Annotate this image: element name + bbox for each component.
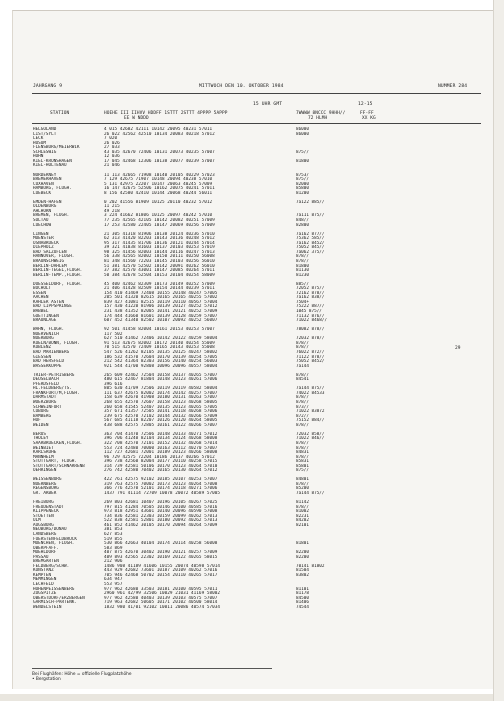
observation-values: 276 742 42580 70402 10165 20130 40264 57012 (104, 468, 218, 474)
data-column-header: HOEHE III IIHVV HDDFF 1STTT 2STTT 4PPPP 5APPP (104, 111, 228, 116)
weather-code: 81178 (296, 591, 309, 597)
weather-code: 74022 84533 (296, 390, 325, 396)
weather-code: 7a144 (296, 363, 309, 369)
station-name: MEMMINGEN (33, 577, 57, 583)
station-name: BAD SALZUFLEN (33, 249, 67, 255)
station-name: KOBLENZ (33, 345, 52, 351)
station-name: REGENSBURG (33, 486, 59, 492)
observation-values: 157 430 41220 81906 10139 20127 40252 57012 (104, 304, 218, 310)
station-name: OLDENBURG (33, 204, 57, 210)
observation-values: 519 855 (104, 536, 123, 542)
station-name: EMDEN-HAFEN (33, 199, 62, 205)
observation-values: 11 113 42665 71908 10140 20105 40229 57023 (104, 172, 215, 178)
scan-bottom-stripe (0, 694, 504, 701)
observation-values: 567 685 41118 82207 10126 20120 40264 58005 (104, 418, 218, 424)
data-column-subheader: EE W NDDD (124, 116, 149, 121)
station-name: LINGEN (33, 231, 49, 237)
observation-values: 260 658 41545 52407 10135 20123 40265 57005 (104, 404, 218, 410)
station-name: ESSEN (33, 290, 46, 296)
observation-values: 37 382 42570 43001 10147 20085 40264 57011 (104, 268, 215, 274)
station-name: KIEL-HOLTENAU (33, 163, 67, 169)
weather-code: 84831 (296, 450, 309, 456)
weather-code: 7a162 838// (296, 295, 325, 301)
observation-values: 16 147 42675 52506 10162 20075 40241 57011 (104, 186, 215, 192)
station-name: MUENSTER (33, 236, 54, 242)
observation-values: 112 727 42681 72001 10189 20123 40266 58008 (104, 450, 218, 456)
observation-values: 3 224 41662 81806 10125 20097 40242 57010 (104, 213, 213, 219)
observation-values: 734 836 42581 22303 10159 20099 40262 57013 (104, 513, 218, 519)
station-name: DARMSTADT (33, 395, 57, 401)
weather-code: 71122 878// (296, 354, 325, 360)
station-name: NUERNBERG (33, 481, 57, 487)
station-name: SAARBRUECKEN,FLUGH. (33, 440, 83, 446)
station-column-header: STATION (50, 111, 70, 116)
volume-label: JAHRGANG 9 (33, 84, 63, 89)
header-rule (32, 93, 481, 94)
observation-values: 7 020 (104, 136, 118, 142)
observation-values: 705 946 42468 50702 10154 20110 40265 57017 (104, 572, 218, 578)
station-name: BERLIN-DAHLEM (33, 263, 67, 269)
observation-values: 553 724 42480 70000 10163 20112 40270 57007 (104, 445, 218, 451)
observation-values: 51 381 42570 52502 10142 20091 40262 56010 (104, 263, 215, 269)
observation-values: 49 218 (104, 208, 120, 214)
station-name: WENDELSTEIN (33, 604, 62, 610)
station-name: MANNHEIM (33, 454, 54, 460)
station-name: WUERZBURG (33, 400, 57, 405)
station-name: HL.FELDBERG/TS. (33, 386, 72, 392)
weather-code: 7a062 375// (296, 249, 325, 255)
observation-values: 27 033 (104, 145, 120, 151)
observation-values: 7 129 42675 71907 10148 20094 40238 57010 (104, 177, 213, 183)
station-name: NOERVENICH (33, 331, 59, 337)
observation-values: 11 215 (104, 204, 120, 210)
station-name: SCHWEINFURT (33, 404, 62, 410)
station-name: ULM (33, 518, 41, 524)
station-name: OBERSTDORF/ERZBERGEN (33, 595, 85, 601)
weather-code: 875// (296, 177, 309, 183)
station-name: COBURG (33, 409, 49, 415)
weather-code: 71022 846// (296, 436, 325, 442)
observation-values: 627 510 41462 72406 10142 20122 40259 58004 (104, 336, 218, 342)
station-name: HOHN (33, 154, 44, 160)
observation-values: 461 852 41462 30105 10170 20094 40264 57009 (104, 522, 218, 528)
station-name: KONSTANZ (33, 568, 54, 574)
observation-values: 977 962 42580 40403 10139 20103 40575 57007 (104, 595, 218, 601)
observation-values: 98 325 41456 82003 10144 20116 40247 57013 (104, 249, 215, 255)
weather-code: 878// (296, 481, 309, 487)
weather-code: 878// (296, 504, 309, 510)
wind-column-subheader: XX KG (362, 116, 376, 121)
weather-code: 74544 (296, 604, 309, 610)
weather-code: 81130 (296, 268, 309, 274)
observation-values: 1832 980 41/01 92102 10011 20086 40574 57034 (104, 604, 221, 610)
weather-code: 85200 (296, 486, 309, 492)
observation-values: 212 906 (104, 559, 123, 565)
observation-values: 1486 908 41189 41606 10155 20074 40598 57014 (104, 563, 221, 569)
station-name: BAD MARIENBERG (33, 349, 70, 355)
observation-values: 265 609 42462 72504 10158 20137 40265 57007 (104, 372, 218, 378)
station-name: FELDBERG/SCHW. (33, 563, 70, 569)
station-name: BERLIN-TEMP.,FLUGH. (33, 272, 83, 278)
weather-code: 1045 875// (296, 309, 322, 314)
observation-values: 111 637 42675 82002 10174 20142 40257 57007 (104, 390, 218, 396)
station-name: SCHLESWIG (33, 149, 57, 155)
weather-code: 75052 845// (296, 245, 325, 251)
observation-values: 77 235 42565 42105 10142 20082 40251 57009 (104, 218, 215, 223)
observation-values: 56 338 42565 82002 10150 20111 40250 56008 (104, 254, 215, 260)
station-name: LANDSBERG (33, 531, 57, 537)
station-name: HAMBURG, FLUGH. (33, 186, 72, 192)
weather-code: 83802 (296, 572, 309, 578)
station-name: SOLTAU (33, 218, 49, 223)
station-name: BRAUNLAGE (33, 318, 57, 324)
station-name: KLIPPENECK (33, 509, 59, 515)
observation-values: 921 544 41/00 92808 10096 20096 40557 58004 (104, 363, 218, 369)
weather-code: 878// (296, 454, 309, 460)
station-name: FLENSBURG/MEIERWIK (33, 145, 80, 151)
observation-values: 154 410 41469 72408 10155 20148 40247 57005 (104, 290, 218, 296)
observation-values: 1437 791 41114 72709 10078 20072 40589 57005 (104, 491, 221, 496)
station-name: BERUS (33, 431, 46, 437)
station-name: FREIBURG (33, 500, 54, 506)
observation-values: 205 501 41320 82615 10165 20165 40255 57002 (104, 295, 218, 301)
weather-code: 81504 (296, 568, 309, 574)
observation-values: 322 708 42570 72101 10152 20132 40268 57014 (104, 440, 218, 446)
weather-code: 71132 876// (296, 313, 325, 319)
weather-code: 81101 (296, 586, 309, 592)
station-name: KIEL-KRONSHAGEN (33, 158, 72, 164)
station-name: AACHEN (33, 295, 49, 301)
observation-values: 158 639 42670 41908 10180 20131 40263 57007 (104, 395, 218, 401)
station-name: KOELN/BONN, FLUGH. (33, 340, 80, 346)
observation-values: 81 348 41560 72203 10145 20103 40256 56010 (104, 258, 215, 264)
weather-code: 878// (296, 345, 309, 351)
station-name: BAD HERSFELD (33, 359, 65, 365)
station-name: BAMBERG (33, 413, 52, 419)
date-heading: MITTWOCH DEN 10. OKTOBER 1984 (199, 84, 284, 89)
station-name: AHLHORN (33, 208, 52, 214)
station-name: DEUSELBACH (33, 377, 59, 383)
station-name: WEINBIET (33, 445, 54, 451)
observation-values: 21 305 41318 81906 10138 20124 40236 57010 (104, 231, 215, 237)
weather-code: 72032 858// (296, 431, 325, 437)
weather-code: 82800 (296, 222, 309, 228)
station-name: STOETTEN (33, 513, 54, 519)
station-name: KARLSRUHE (33, 450, 57, 456)
observation-values: 4 015 42682 42111 10142 20095 40231 57011 (104, 127, 213, 132)
station-name: CUXHAVEN (33, 181, 54, 187)
observation-values: 70 515 42570 72409 10165 20143 40253 55008 (104, 345, 215, 351)
observation-values: 409 893 42565 22302 10169 20122 40265 58015 (104, 554, 218, 560)
weather-code: 81230 (296, 272, 309, 278)
weather-code: 7a122 885// (296, 199, 325, 205)
weather-code: 878// (296, 400, 309, 405)
observation-values: 12 036 (104, 154, 120, 160)
observation-values: 2960 961 42/99 32506 10029 21031 41169 58002 (104, 591, 221, 597)
observation-values: 547 526 41262 82105 10135 20125 40247 58002 (104, 349, 218, 355)
weather-code: 872// (296, 413, 309, 419)
observation-values: 17 045 42468 12306 10138 20077 40239 57007 (104, 158, 215, 164)
station-name: OSNABRUECK (33, 240, 59, 246)
issue-number: NUMMER 284 (438, 84, 468, 89)
station-name: FREUDENSTADT (33, 504, 65, 510)
observation-values: 21 406 41428 82509 10154 20144 40239 57011 (104, 286, 215, 292)
station-name: HOF (33, 418, 41, 424)
station-name: NORDERNEY (33, 172, 57, 178)
weather-code: 81002 (296, 509, 309, 515)
station-name: WASSERKUPPE (33, 363, 62, 369)
station-name: BREMERHAVEN (33, 177, 62, 183)
station-name: GIESSEN (33, 354, 52, 360)
weather-code: 84202 (296, 518, 309, 524)
weather-code: 81200 (296, 190, 309, 196)
observation-values: 8 156 42580 42410 10144 20068 40244 56011 (104, 190, 213, 196)
station-name: DIEPHOLZ (33, 245, 54, 251)
station-name: LECK (33, 136, 44, 142)
weather-code: 81406 (296, 600, 309, 606)
observation-values: 366 776 42570 52101 10174 20118 40271 57006 (104, 486, 218, 492)
observation-values: 363 704 41470 72506 10148 20133 40271 57012 (104, 431, 218, 437)
observation-values: 43 035 42670 72406 10131 20073 40235 57007 (104, 149, 215, 155)
station-name: FUERSTENFELDBRUCK (33, 536, 77, 542)
observation-values: 443 929 42682 73601 10187 20109 40262 57016 (104, 568, 218, 574)
weather-code: 878// (296, 372, 309, 378)
station-name: WABBEL (33, 309, 49, 314)
weather-code: 82200 (296, 550, 309, 556)
observation-values: 26 026 (104, 140, 120, 146)
weather-code: 81142 (296, 500, 309, 506)
weather-code: 82101 (296, 522, 309, 528)
weather-code: 85800 (296, 186, 309, 192)
weather-code: 72052 875// (296, 286, 325, 292)
observation-values: 95 317 41435 81706 10136 20121 40244 57014 (104, 240, 215, 246)
weather-code: 86000 (296, 131, 309, 137)
footnote-airports: Bei Flughäfen: Höhe = offizielle Flugplatzhöhe (32, 672, 132, 677)
observation-values: 17 253 42580 22405 10147 20069 40256 57009 (104, 222, 215, 228)
observation-values: 45 400 42462 82309 10173 20149 40252 57009 (104, 281, 215, 287)
weather-code: 878// (296, 258, 309, 264)
observation-values: 231 438 41352 82005 10141 20121 40252 57009 (104, 309, 218, 314)
station-name: ZUGSPITZE (33, 591, 57, 597)
time-range: 12-15 (358, 102, 373, 107)
station-name: LIST/SYLT (33, 131, 57, 137)
weather-code: 84500 (296, 595, 309, 601)
weather-code: 86000 (296, 127, 309, 132)
observation-values: 91 513 42675 82002 10172 20140 40254 55009 (104, 340, 215, 346)
weather-code: 71022 83872 (296, 409, 325, 415)
observation-values: 530 866 42663 40104 10174 20114 40258 56008 (104, 541, 218, 547)
station-name: STUTTGART, FLUGH. (33, 459, 77, 465)
observation-values: 314 739 42581 50106 10170 20123 40264 57010 (104, 463, 218, 469)
weather-code: 72032 878// (296, 336, 325, 342)
station-name: NEUBURG/DONAU (33, 527, 67, 533)
station-name: MUEHLDORF (33, 550, 57, 556)
observation-values: 805 630 41/09 72506 10119 20119 40582 58004 (104, 386, 218, 392)
weather-code: 878// (296, 440, 309, 446)
observation-values: 381 853 (104, 527, 123, 533)
station-name: TRIER-PETRISBERG (33, 372, 75, 378)
observation-values: 50 384 42678 52504 10153 20104 40254 58009 (104, 272, 215, 278)
station-name: PFERDSFELD (33, 381, 59, 387)
observation-values: 839 427 41081 82515 10119 20110 40567 57004 (104, 299, 218, 305)
observation-values: 96 729 42575 72204 10186 20137 40266 57012 (104, 454, 215, 460)
station-name: FRANKFURT/M,FLUGH. (33, 390, 80, 396)
observation-values: 553 957 (104, 582, 123, 587)
weather-code: 7a144 875// (296, 491, 325, 496)
observation-values: 797 815 41284 70505 10146 20100 40585 57016 (104, 504, 218, 510)
weather-code: 81801 (296, 541, 309, 547)
weather-code: 84541 (296, 377, 309, 383)
observation-values: 396 706 41240 82104 10134 20124 40268 58008 (104, 436, 218, 442)
weather-code: 82000 (296, 181, 309, 187)
observation-values: 319 763 42575 70002 10173 20123 40264 57008 (104, 481, 218, 487)
observation-values: 5 131 42975 22207 10147 20063 40245 57009 (104, 181, 213, 187)
observation-values: 268 655 42570 72607 10158 20123 40268 58005 (104, 400, 218, 405)
observation-values: 973 818 42951 43601 10140 20096 40590 57008 (104, 509, 218, 515)
weather-code: 70141 81802 (296, 563, 325, 569)
station-name: BERLIN-TEGEL,FLUGH. (33, 268, 83, 274)
table-end-rule (32, 668, 272, 669)
observation-values: 627 853 (104, 531, 123, 537)
observation-values: 269 803 42681 10407 10196 20105 40267 57025 (104, 500, 218, 506)
station-name: GR. ARBER (33, 491, 57, 496)
scan-side-strip (493, 0, 504, 701)
station-name: OBERPFAFF. (33, 545, 59, 551)
observation-values: 719 963 42682 50605 10171 20102 40500 58014 (104, 600, 218, 606)
weather-column-header: 7WWWW 8NCCC 9HHH// (296, 111, 346, 116)
weather-code: 75052 8452/ (296, 359, 325, 365)
wind-column-header: FF-FF (360, 111, 374, 116)
station-name: HUSUM (33, 140, 46, 146)
weather-code: 878// (296, 254, 309, 260)
station-name: BREMEN, FLUGH. (33, 213, 70, 219)
weather-code: 878// (296, 340, 309, 346)
observation-values: 607 452 41340 82502 10107 20092 40252 56007 (104, 318, 218, 324)
weather-code: 875// (296, 468, 309, 474)
station-name: WEIDEN (33, 422, 49, 428)
weather-code: 885// (296, 281, 309, 287)
observation-values: 438 688 42575 72805 10161 20122 40266 57007 (104, 422, 218, 428)
station-name: GARMISCH-PARTENK. (33, 600, 77, 606)
station-name: WEISSENBURG (33, 477, 62, 483)
station-name: STUTTGART/SCHNARRENB (33, 463, 85, 469)
observation-values: 357 671 41357 72505 10141 20118 40268 57006 (104, 409, 218, 415)
station-name: AUGSBURG (33, 522, 54, 528)
weather-code: 84801 (296, 477, 309, 483)
weather-code: 8753/ (296, 172, 309, 178)
observation-values: 92 501 41458 82004 10161 20153 40253 57007 (104, 327, 215, 333)
observation-values: 212 542 41364 82303 10156 20140 40254 56003 (104, 359, 218, 365)
weather-code: 878// (296, 445, 309, 451)
observation-values: 634 947 (104, 577, 123, 583)
observation-values: 21 046 (104, 163, 120, 169)
station-name: BREMGARTEN (33, 559, 59, 565)
weather-code: 71022 8468// (296, 318, 328, 324)
station-name: BOCHOLT (33, 286, 52, 292)
weather-code: 75362 585// (296, 236, 325, 242)
station-name: KAHLER ASTEN (33, 299, 65, 305)
footnote-mountain: • Bergstation (32, 677, 61, 682)
weather-code: 85801 (296, 463, 309, 469)
weather-code: 7a111 875// (296, 213, 325, 219)
station-name: HELGOLAND (33, 127, 57, 132)
observation-values: 396 738 42560 82004 10177 20110 40258 57015 (104, 459, 218, 465)
weather-code: 878// (296, 422, 309, 428)
observation-values: 480 615 42467 81804 10148 20123 40261 57006 (104, 377, 218, 383)
weather-column-subheader: 72 HLMH (308, 116, 328, 121)
station-name: HANNOVER, FLUGH. (33, 254, 75, 260)
observation-values: 977 962 42680 33503 10181 20100 40595 57011 (104, 586, 218, 592)
weather-code: 82231 (296, 513, 309, 519)
column-header-rule (32, 123, 481, 124)
station-name: DUESSELDORF, FLUGH. (33, 281, 83, 287)
observation-values: 174 444 41660 81601 10139 20128 40259 57007 (104, 313, 218, 319)
weather-code: 82200 (296, 554, 309, 560)
weather-code: 878// (296, 395, 309, 401)
station-name: THOLEY (33, 436, 49, 442)
observation-values: 39 321 41038 81603 10137 20103 40253 57019 (104, 245, 215, 251)
station-name: KEMPTEN (33, 572, 52, 578)
station-name: BAD LIPPSPRINGE (33, 304, 72, 310)
observation-values: 396 616 (104, 381, 123, 387)
weather-code: 7a144 875// (296, 386, 325, 392)
weather-code: 875// (296, 149, 309, 155)
observation-time: 15 UHR GMT (253, 102, 283, 107)
weather-code: 81800 (296, 263, 309, 269)
observation-values: 422 761 42575 92102 10185 20107 40253 57007 (104, 477, 218, 483)
station-name: LUEBECK (33, 190, 52, 196)
weather-code: 85831 (296, 459, 309, 465)
observation-values: 186 532 41570 72604 10170 20139 40254 57005 (104, 354, 218, 360)
weather-code: 72162 878// (296, 290, 325, 296)
station-name: MUENCHEN, FLUGH. (33, 541, 75, 547)
observation-values: 522 838 42581 52801 10180 20092 40262 57013 (104, 518, 218, 524)
margin-number: 29 (455, 346, 461, 351)
observation-values: 239 675 42570 72102 10144 20132 40266 57009 (104, 413, 218, 419)
station-name: BRAUNSCHWEIG (33, 258, 65, 264)
weather-code: 75152 884// (296, 418, 325, 424)
observation-values: 117 502 (104, 331, 123, 337)
station-name: LECHFELD (33, 582, 54, 587)
observation-values: 407 875 42670 30402 10190 20121 40257 57009 (104, 550, 218, 556)
station-name: HOHENPEISSENBERG (33, 586, 75, 592)
weather-code: 76022 872// (296, 349, 325, 355)
observation-values: 62 313 41420 82203 10143 20136 40248 57012 (104, 236, 215, 242)
weather-code: 7a162 8452/ (296, 240, 325, 246)
station-name: WAHN, FLUGH. (33, 327, 65, 333)
weather-code: 75222 887// (296, 304, 325, 310)
weather-code: 7504+ (296, 299, 309, 305)
station-name: GOETTINGEN (33, 313, 59, 319)
weather-code: 848// (296, 218, 309, 223)
observation-values: 26 022 42562 42510 10134 20083 40218 57012 (104, 131, 215, 137)
station-name: PASSAU (33, 554, 49, 560)
weather-code: 78082 878// (296, 327, 325, 333)
station-name: NUERBURG (33, 336, 54, 342)
station-name: OEHRINGEN (33, 468, 57, 474)
weather-code: 7a162 877// (296, 231, 325, 237)
weather-code: 81800 (296, 158, 309, 164)
observation-values: 583 869 (104, 545, 123, 551)
weather-code: 873// (296, 404, 309, 410)
observation-values: 0 202 41556 81909 10125 20110 40232 57012 (104, 199, 213, 205)
station-name: LUECHOW (33, 222, 52, 228)
